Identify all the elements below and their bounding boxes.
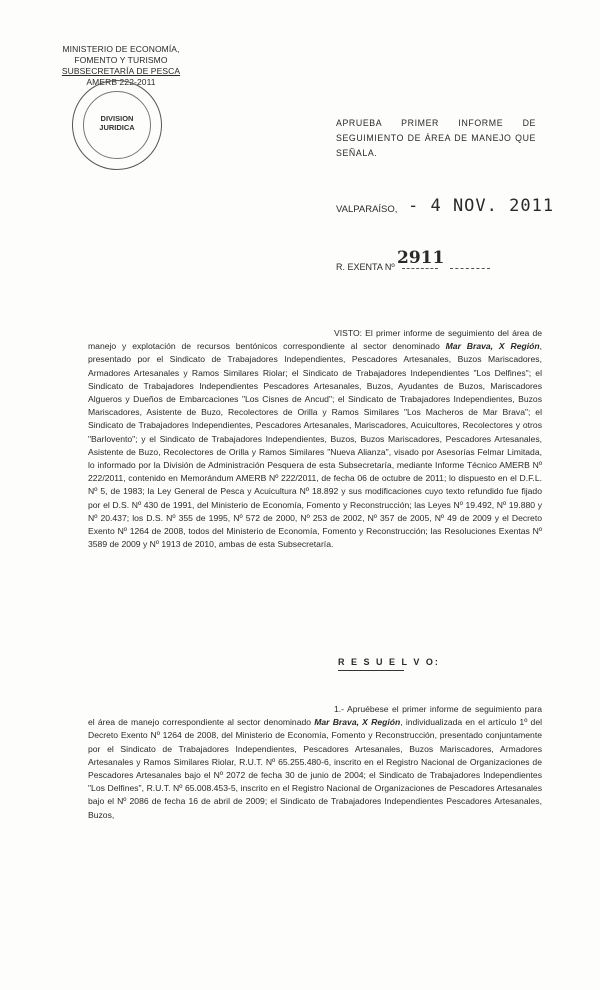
visto-text-b: , presentado por el Sindicato de Trabajadores Independientes, Pescadores Artesanales, Buzos Mariscadores, Armadores Artesanales y Ramos Similares Riolar; el Sindicato de Trabajadores Independientes "Los Delfines"; el Sindicato de Trabajadores Independientes Pescadores Artesanales, Buzos, Ayudantes de Buzos, Mariscadores Algueros y Dueños de Embarcaciones "Los Cisnes de Ancud"; el Sindicato de Trabajadores Independientes, Buzos Mariscadores, Asistente de Buzo, Recolectores de Orilla y Ramos Similares "Los Macheros de Mar Brava"; el Sindicato de Trabajadores Independientes, Pescadores Artesanales, Mariscadores, Acuicultores, Recolectores y otros "Barlovento"; y el Sindicato de Trabajadores Independientes, Buzos, Buzos Mariscadores, Pescadores Artesanales, Asistente de Buzo, Recolectores de Orilla y Ramos Similares "Nueva Alianza", visado por Asesorías Felmar Limitada, lo informado por la División de Administración Pesquera de esta Subsecretaría, mediante Informe Técnico AMERB Nº 222/2011, contenido en Memorándum AMERB Nº 222/2011, de fecha 06 de octubre de 2011; lo dispuesto en el D.F.L. Nº 5, de 1983; la Ley General de Pesca y Acuicultura Nº 18.892 y sus modificaciones cuyo texto refundido fue fijado por el D.S. Nº 430 de 1991, del Ministerio de Economía, Fomento y Reconstrucción; las Leyes Nº 19.492, Nº 19.880 y Nº 20.437; los D.S. Nº 355 de 1995, Nº 572 de 2000, Nº 253 de 2002, Nº 357 de 2005, Nº 49 de 2009 y el Decreto Exento Nº 1264 de 2008, todos del Ministerio de Economía, Fomento y Reconstrucción; las Resoluciones Exentas Nº 3589 de 2009 y Nº 1913 de 2010, ambas de esta Subsecretaría. [88, 341, 542, 550]
ministry-line-2: FOMENTO Y TURISMO [74, 55, 168, 65]
stamp-text [73, 114, 161, 132]
exenta-number: 2911 [397, 248, 445, 268]
place-label: VALPARAÍSO, [336, 204, 398, 215]
exenta-label: R. EXENTA Nº [336, 262, 395, 272]
document-subject: APRUEBA PRIMER INFORME DE SEGUIMIENTO DE ÁREA DE MANEJO QUE SEÑALA. [336, 118, 536, 158]
visto-text-a: El primer informe de seguimiento del área de manejo y explotación de recursos bentónicos correspondiente al sector denominado [88, 328, 542, 352]
visto-paragraph [88, 327, 542, 551]
visto-sector: Mar Brava, X Región [445, 341, 540, 352]
reference-code: AMERB 222-2011 [86, 77, 156, 87]
para1-text-b: , individualizada en el artículo 1º del Decreto Exento Nº 1264 de 2008, del Ministerio de Economía, Fomento y Reconstrucción, presentado conjuntamente por el Sindicato de Trabajadores Independientes, Pescadores Artesanales, Buzos Mariscadores, Armadores Artesanales y Ramos Similares Riolar, R.U.T. Nº 65.255.480-6, inscrito en el Registro Nacional de Organizaciones de Pescadores Artesanales bajo el Nº 2072 de fecha 30 de junio de 2004; el Sindicato de Trabajadores Independientes "Los Delfines", R.U.T. Nº 65.008.453-5, inscrito en el Registro Nacional de Organizaciones de Pescadores Artesanales bajo el Nº 2086 de fecha 16 de abril de 2009; el Sindicato de Trabajadores Independientes Pescadores Artesanales, Buzos, [88, 717, 543, 820]
division-juridica-stamp [72, 80, 162, 170]
document-date: - 4 NOV. 2011 [408, 196, 555, 216]
exenta-dash-left [402, 268, 438, 269]
resuelvo-underline [338, 670, 404, 671]
resolution-paragraph-1 [88, 703, 542, 822]
para1-text-a: 1.- Apruébese el primer informe de seguimiento para el área de manejo correspondiente al sector denominado [88, 704, 542, 728]
ministry-line-1: MINISTERIO DE ECONOMÍA, [62, 44, 180, 54]
para1-sector: Mar Brava, X Región [314, 717, 401, 728]
ministry-line-3: SUBSECRETARÍA DE PESCA [61, 66, 181, 76]
exenta-dash-right [450, 268, 490, 269]
stamp-text-line-1: DIVISION [100, 114, 134, 123]
stamp-text-line-2: JURIDICA [99, 123, 135, 132]
resuelvo-heading: R E S U E L V O: [338, 657, 440, 667]
visto-lead: VISTO: [334, 328, 363, 338]
